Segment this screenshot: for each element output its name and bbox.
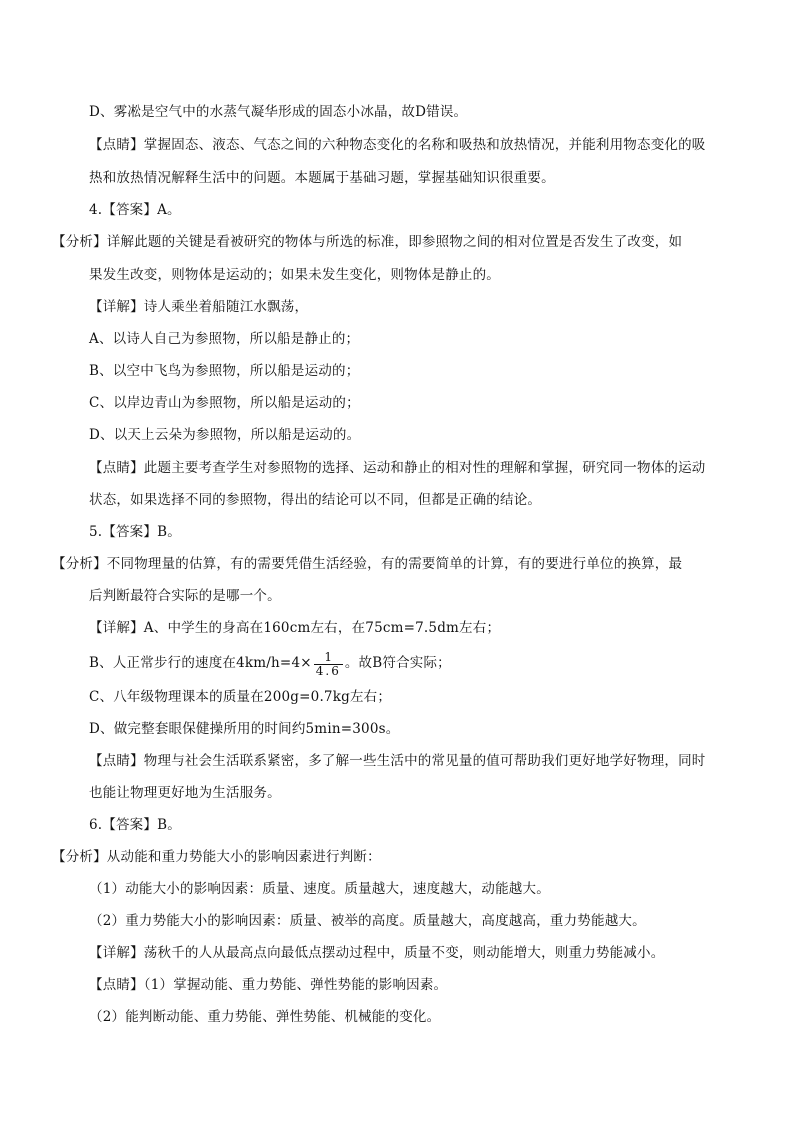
text-line: D、以天上云朵为参照物，所以船是运动的。 [89,427,361,443]
formula-prefix: B、人正常步行的速度在4km/h=4× [89,655,312,671]
answer-heading: 5.【答案】B。 [89,524,181,540]
text-line: D、做完整套眼保健操所用的时间约5min=300s。 [89,721,400,737]
text-line: 热和放热情况解释生活中的问题。本题属于基础习题，掌握基础知识很重要。 [89,170,555,186]
text-line: A、以诗人自己为参照物，所以船是静止的； [89,331,360,347]
text-line: 【详解】A、中学生的身高在160cm左右，在75cm=7.5dm左右； [89,620,501,636]
text-line: 【点睛】物理与社会生活联系紧密，多了解一些生活中的常见量的值可帮助我们更好地学好物理，同时 [89,753,706,769]
answer-heading: 6.【答案】B。 [89,817,181,833]
text-line: 后判断最符合实际的是哪一个。 [89,588,281,604]
formula-suffix: 。故B符合实际； [344,655,451,671]
answer-heading: 4.【答案】A。 [89,202,181,218]
fraction [314,651,343,678]
text-line: C、以岸边青山为参照物，所以船是运动的； [89,395,360,411]
text-line: 【点睛】此题主要考查学生对参照物的选择、运动和静止的相对性的理解和掌握，研究同一物体的运动 [89,460,706,476]
text-line: （2）重力势能大小的影响因素：质量、被举的高度。质量越大，高度越高，重力势能越大。 [89,913,646,929]
text-line: 【分析】不同物理量的估算，有的需要凭借生活经验，有的需要简单的计算，有的要进行单位的换算，最 [52,556,683,572]
text-line: 【分析】从动能和重力势能大小的影响因素进行判断： [52,849,381,865]
text-line: D、雾凇是空气中的水蒸气凝华形成的固态小冰晶，故D错误。 [89,104,468,120]
text-line: （2）能判断动能、重力势能、弹性势能、机械能的变化。 [89,1009,441,1025]
text-line: C、八年级物理课本的质量在200g=0.7kg左右； [89,689,392,705]
text-line: 【详解】诗人乘坐着船随江水飘荡， [89,299,309,315]
text-line: 【点睛】掌握固态、液态、气态之间的六种物态变化的名称和吸热和放热情况，并能利用物态变化的吸 [89,137,706,153]
text-line: 【详解】荡秋千的人从最高点向最低点摆动过程中，质量不变，则动能增大，则重力势能减小。 [89,945,665,961]
text-line: 状态，如果选择不同的参照物，得出的结论可以不同，但都是正确的结论。 [89,492,542,508]
text-line: 【分析】详解此题的关键是看被研究的物体与所选的标准，即参照物之间的相对位置是否发生了改变，如 [52,234,683,250]
fraction-numerator: 1 [314,651,343,665]
text-line: 果发生改变，则物体是运动的；如果未发生变化，则物体是静止的。 [89,267,500,283]
fraction-denominator: 4.6 [315,664,341,678]
text-line: 也能让物理更好地为生活服务。 [89,785,281,801]
formula-line [89,647,451,679]
text-line: （1）动能大小的影响因素：质量、速度。质量越大，速度越大，动能越大。 [89,881,550,897]
text-line: 【点睛】（1）掌握动能、重力势能、弹性势能的影响因素。 [89,977,448,993]
text-line: B、以空中飞鸟为参照物，所以船是运动的； [89,363,360,379]
